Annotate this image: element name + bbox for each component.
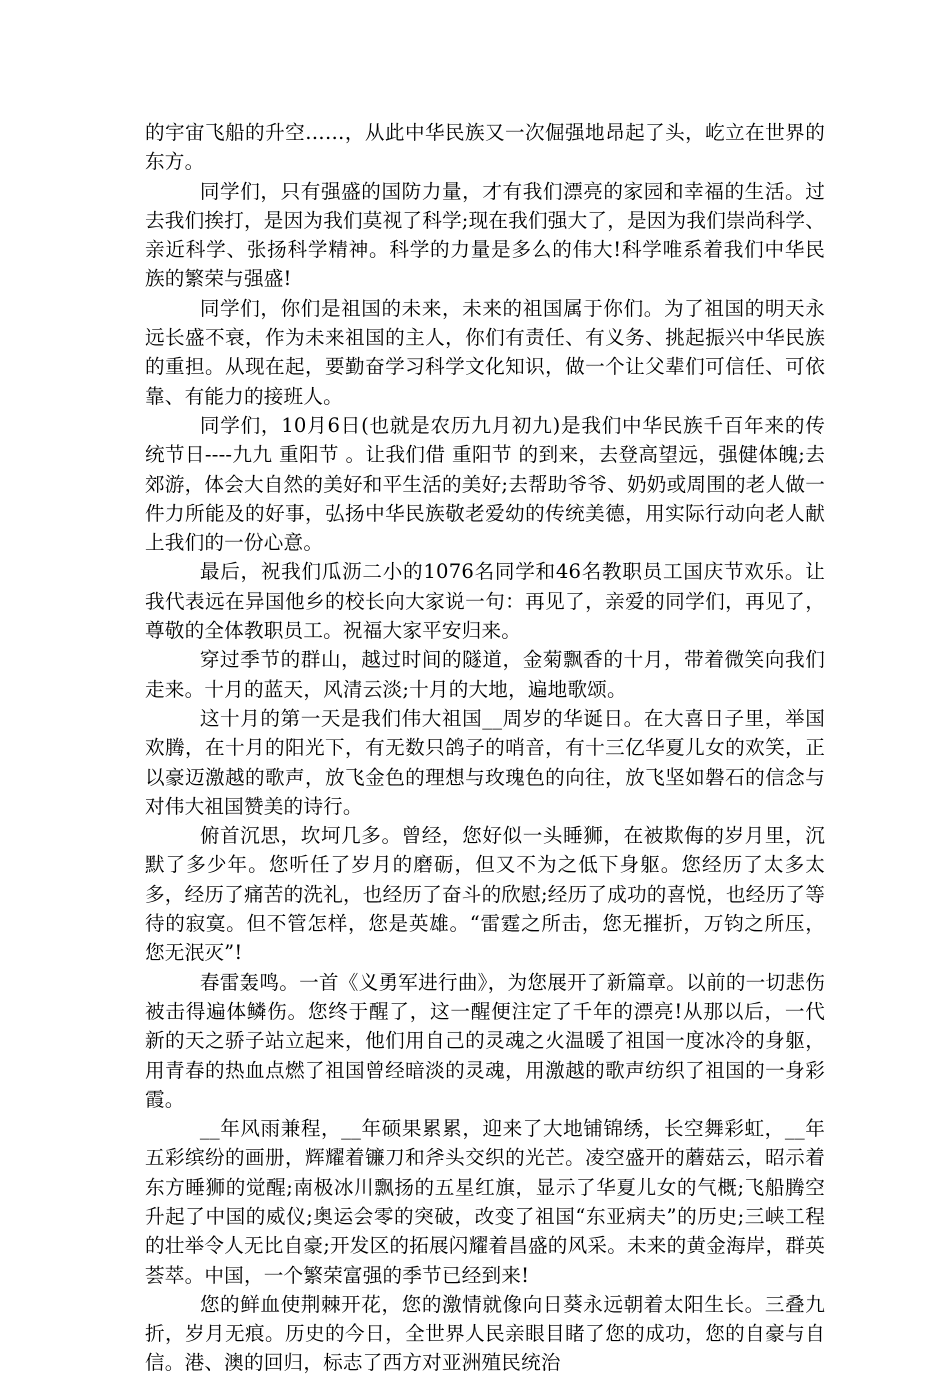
paragraph-blood-and-thorns: 您的鲜血使荆棘开花，您的激情就像向日葵永远朝着太阳生长。三叠九折，岁月无痕。历史的今日，全世界人民亲眼目睹了您的成功，您的自豪与自信。港、澳的回归，标志了西方对亚洲殖民统治 <box>145 1292 825 1375</box>
paragraph-october-seasons: 穿过季节的群山，越过时间的隧道，金菊飘香的十月，带着微笑向我们走来。十月的蓝天，风清云淡;十月的大地，遍地歌颂。 <box>145 648 825 701</box>
paragraph-double-ninth-festival: 同学们，10月6日(也就是农历九月初九)是我们中华民族千百年来的传统节日----九九 重阳节 。让我们借 重阳节 的到来，去登高望远，强健体魄;去郊游，体会大自然的美好和平生活的美好;去帮助爷爷、奶奶或周围的老人做一件力所能及的好事，弘扬中华民族敬老爱幼的传统美德，用实际行动向老人献上我们的一份心意。 <box>145 413 825 555</box>
paragraph-national-birthday: 这十月的第一天是我们伟大祖国__周岁的华诞日。在大喜日子里，举国欢腾，在十月的阳光下，有无数只鸽子的哨音，有十三亿华夏儿女的欢笑，正以豪迈激越的歌声，放飞金色的理想与玫瑰色的向往，放飞坚如磐石的信念与对伟大祖国赞美的诗行。 <box>145 706 825 818</box>
paragraph-reflection: 俯首沉思，坎坷几多。曾经，您好似一头睡狮，在被欺侮的岁月里，沉默了多少年。您听任了岁月的磨砺，但又不为之低下身躯。您经历了太多太多，经历了痛苦的洗礼，也经历了奋斗的欣慰;经历了成功的喜悦，也经历了等待的寂寞。但不管怎样，您是英雄。“雷霆之所击，您无摧折，万钧之所压，您无泯灭”! <box>145 824 825 965</box>
paragraph-closing-wishes: 最后，祝我们瓜沥二小的1076名同学和46名教职员工国庆节欢乐。让我代表远在异国他乡的校长向大家说一句：再见了，亲爱的同学们，再见了，尊敬的全体教职员工。祝福大家平安归来。 <box>145 560 825 643</box>
paragraph-future-of-motherland: 同学们，你们是祖国的未来，未来的祖国属于你们。为了祖国的明天永远长盛不衰，作为未来祖国的主人，你们有责任、有义务、挑起振兴中华民族的重担。从现在起，要勤奋学习科学文化知识，做一个让父辈们可信任、可依靠、有能力的接班人。 <box>145 296 825 408</box>
paragraph-continuation: 的宇宙飞船的升空……，从此中华民族又一次倔强地昂起了头，屹立在世界的东方。 <box>145 121 825 174</box>
paragraph-national-defense: 同学们，只有强盛的国防力量，才有我们漂亮的家园和幸福的生活。过去我们挨打，是因为我们莫视了科学;现在我们强大了，是因为我们崇尚科学、亲近科学、张扬科学精神。科学的力量是多么的伟大!科学唯系着我们中华民族的繁荣与强盛! <box>145 179 825 291</box>
paragraph-years-of-achievement: __年风雨兼程，__年硕果累累，迎来了大地铺锦绣，长空舞彩虹，__年五彩缤纷的画册，辉耀着镰刀和斧头交织的光芒。凌空盛开的蘑菇云，昭示着东方睡狮的觉醒;南极冰川飘扬的五星红旗，显示了华夏儿女的气概;飞船腾空升起了中国的威仪;奥运会零的突破，改变了祖国“东亚病夫”的历史;三峡工程的壮举令人无比自豪;开发区的拓展闪耀着昌盛的风采。未来的黄金海岸，群英荟萃。中国，一个繁荣富强的季节已经到来! <box>145 1117 825 1287</box>
document-body <box>145 118 825 1378</box>
paragraph-spring-thunder: 春雷轰鸣。一首《义勇军进行曲》，为您展开了新篇章。以前的一切悲伤被击得遍体鳞伤。您终于醒了，这一醒便注定了千年的漂亮!从那以后，一代新的天之骄子站立起来，他们用自己的灵魂之火温暖了祖国一度冰冷的身躯，用青春的热血点燃了祖国曾经暗淡的灵魂，用激越的歌声纺织了祖国的一身彩霞。 <box>145 970 825 1111</box>
